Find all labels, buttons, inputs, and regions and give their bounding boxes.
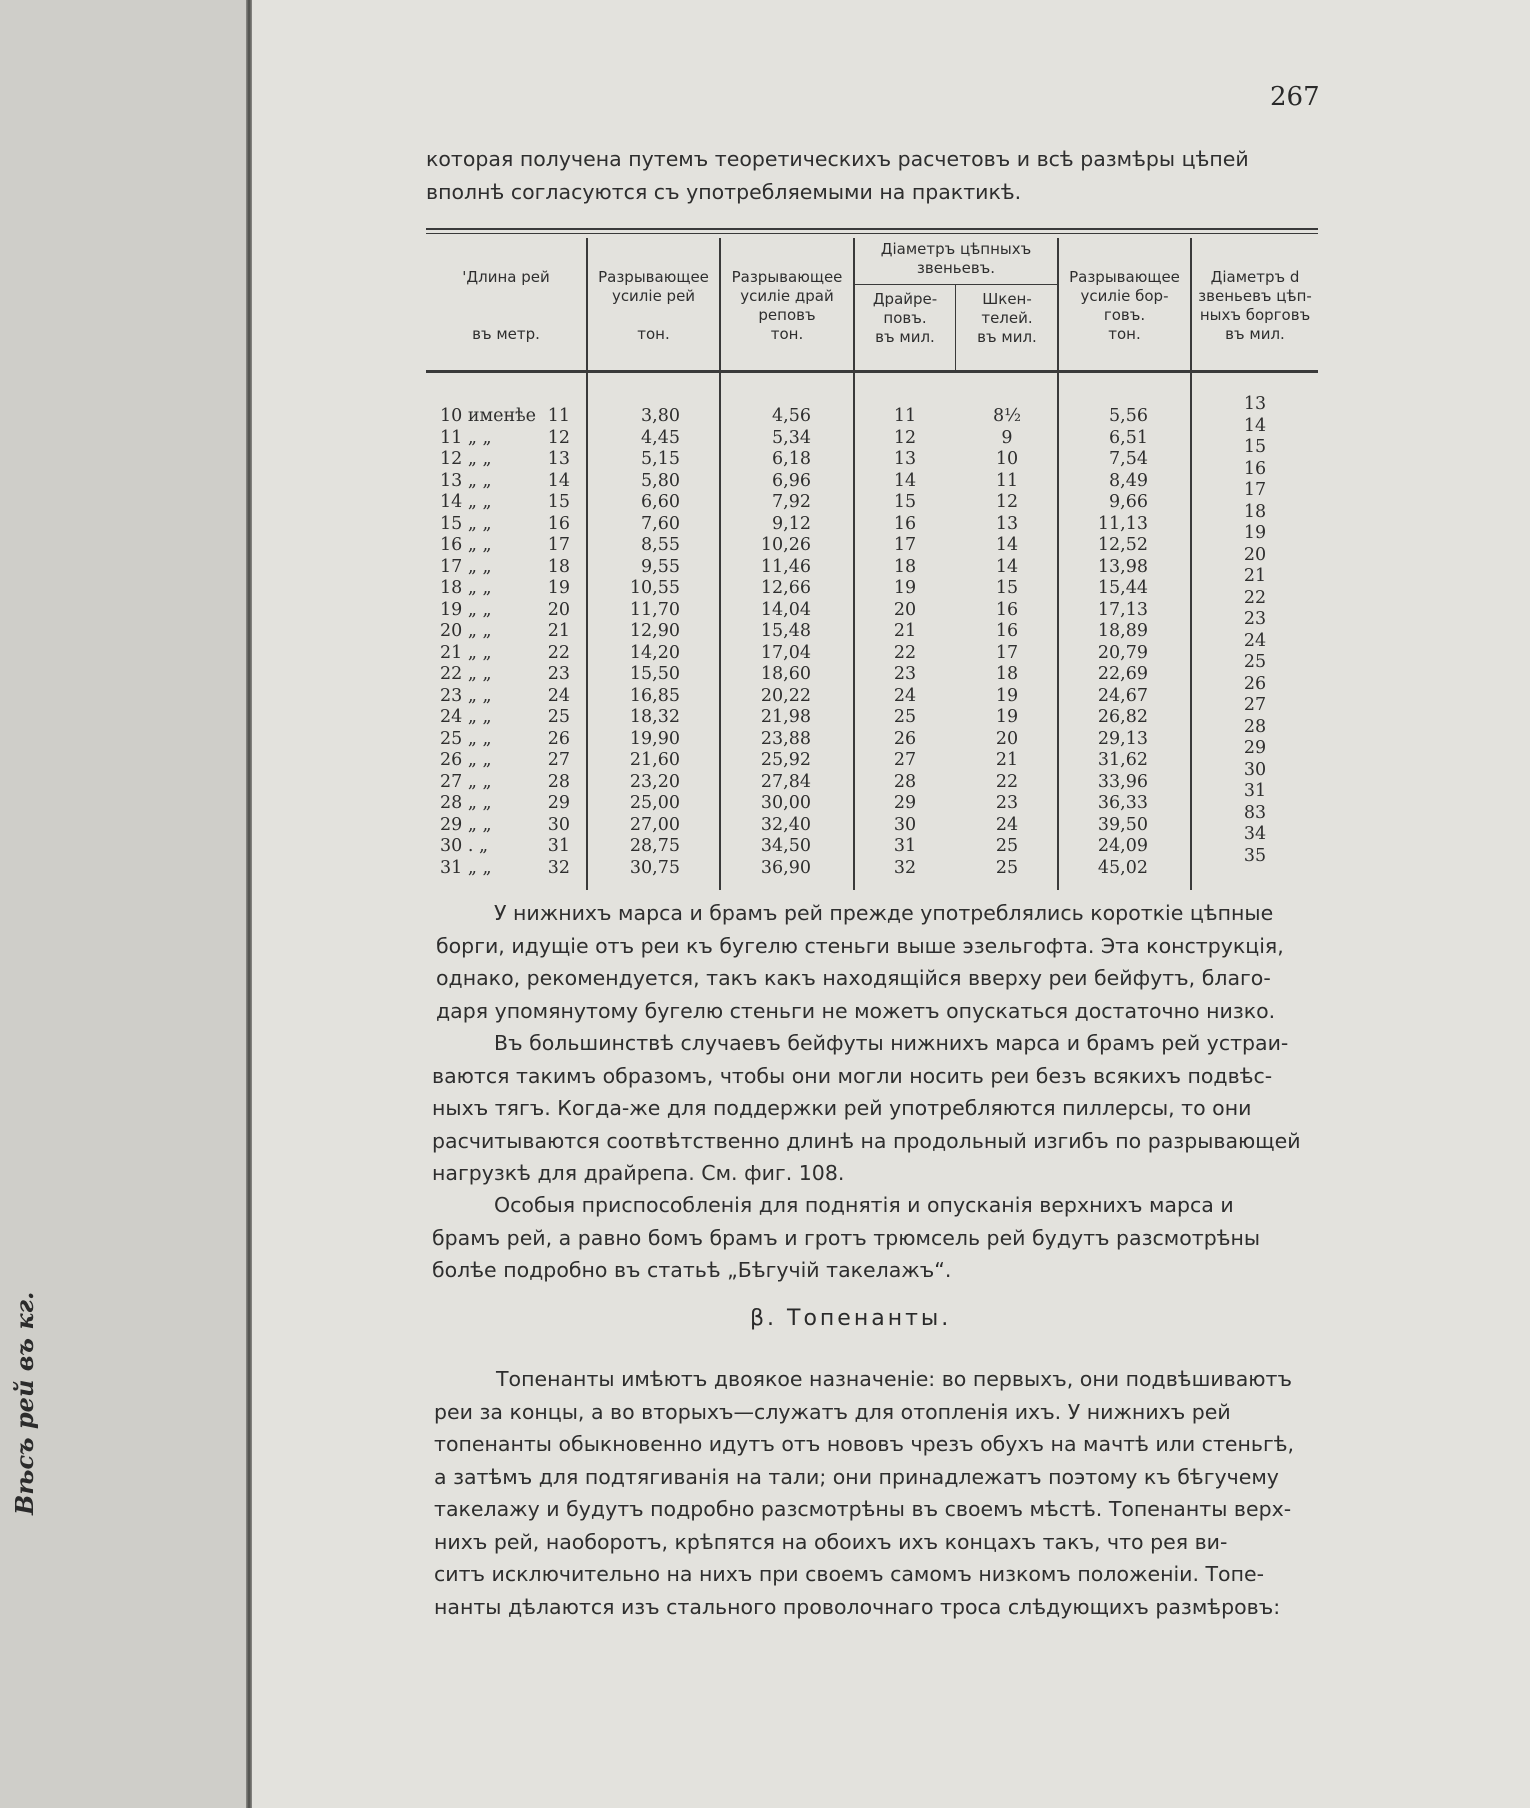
table-cell: 14,20 — [629, 642, 680, 663]
table-cell: 13 — [547, 449, 570, 469]
table-cell: 3,80 — [641, 406, 680, 426]
table-cell: 16,85 — [629, 685, 680, 706]
table-cell: 13 „ „ — [440, 470, 492, 491]
table-cell: 39,50 — [1097, 814, 1148, 835]
table-cell: 30 . „ — [440, 836, 489, 856]
header-break-drayrep: Разрывающее усиліе драй реповъ тон. — [731, 268, 843, 343]
table-cell: 13 — [995, 513, 1019, 534]
paragraph-2 — [432, 1027, 1318, 1190]
margin-note: Вѣсъ рей въ кг. — [10, 1291, 39, 1515]
text-line: расчитываются соотвѣтственно длинѣ на продольный изгибъ по разрывающей — [432, 1128, 1301, 1153]
table-cell: 12,66 — [760, 578, 811, 598]
table-cell: 14 — [1243, 415, 1267, 436]
table-cell: 27 — [547, 750, 570, 770]
table-cell: 28 — [893, 771, 917, 792]
text-line: ваются такимъ образомъ, чтобы они могли носить реи безъ всякихъ подвѣс- — [432, 1063, 1273, 1088]
table-cell: 26 — [1243, 673, 1267, 694]
table-top-rule-thin — [426, 233, 1318, 234]
table-cell: 9 — [1001, 427, 1013, 448]
col-break-drayrep — [726, 406, 811, 879]
table-cell: 15 — [995, 578, 1019, 598]
table-cell: 11,46 — [760, 556, 811, 577]
table-cell: 5,56 — [1109, 406, 1148, 426]
table-cell: 18,60 — [760, 664, 811, 684]
table-cell: 14,04 — [760, 599, 811, 620]
table-cell: 6,96 — [772, 470, 811, 491]
table-cell: 45,02 — [1097, 857, 1148, 878]
table-cell: 15 „ „ — [440, 513, 492, 534]
text-line: Особыя приспособленія для поднятія и опусканія верхнихъ марса и — [494, 1193, 1234, 1217]
text-line: ситъ исключительно на нихъ при своемъ самомъ низкомъ положеніи. Топе- — [434, 1562, 1264, 1586]
table-cell: 27,84 — [760, 771, 811, 792]
table-cell: 25,00 — [629, 793, 680, 813]
table-cell: 12 — [893, 427, 917, 448]
table-cell: 14 — [893, 470, 917, 491]
table-cell: 20 „ „ — [440, 621, 492, 641]
paragraph-3 — [432, 1189, 1318, 1287]
table-cell: 17 — [995, 642, 1019, 663]
table-cell: 32,40 — [760, 814, 811, 835]
table-cell: 21,60 — [629, 750, 680, 770]
table-cell: 14 — [547, 470, 570, 491]
table-cell: 23 — [893, 664, 917, 684]
table-cell: 24 — [1243, 630, 1267, 651]
table-cell: 29 „ „ — [440, 814, 492, 835]
col-divider — [955, 284, 956, 372]
table-cell: 30 — [893, 814, 917, 835]
table-cell: 9,12 — [772, 513, 811, 534]
table-cell: 17 — [1243, 480, 1267, 500]
table-cell: 14 — [995, 556, 1019, 577]
table-cell: 11 — [995, 470, 1019, 491]
table-cell: 30 — [1243, 759, 1267, 780]
table-header-rule — [426, 370, 1318, 373]
table-cell: 11 — [547, 406, 570, 426]
table-cell: 29 — [1243, 738, 1267, 758]
text-line: однако, рекомендуется, такъ какъ находящійся вверху реи бейфутъ, благо- — [436, 966, 1271, 990]
table-cell: 18 — [995, 664, 1019, 684]
text-line: такелажу и будутъ подробно разсмотрѣны въ своемъ мѣстѣ. Топенанты верх- — [434, 1497, 1292, 1521]
table-cell: 8½ — [992, 406, 1022, 426]
table-cell: 19 — [547, 578, 570, 598]
table-cell: 30,75 — [629, 857, 680, 878]
table-cell: 24 „ „ — [440, 707, 492, 727]
table-cell: 23 — [1243, 609, 1267, 629]
table-cell: 25 — [1243, 652, 1267, 672]
table-cell: 20 — [547, 599, 570, 620]
header-length: 'Длина рей въ метр. — [462, 268, 550, 343]
table-cell: 6,18 — [772, 449, 811, 469]
col-break-yard — [596, 406, 680, 879]
text-line: которая получена путемъ теоретическихъ расчетовъ и всѣ размѣры цѣпей — [426, 147, 1249, 171]
table-cell: 24,67 — [1097, 685, 1148, 706]
header-borg-diameter: Діаметръ d звеньевъ цѣп- ныхъ борговъ въ мил. — [1198, 268, 1312, 343]
col-borg-diameter — [1192, 394, 1318, 867]
table-cell: 5,34 — [772, 427, 811, 448]
table-cell: 20 — [893, 599, 917, 620]
table-cell: 24 — [893, 685, 917, 706]
table-cell: 31 „ „ — [440, 857, 492, 878]
table-cell: 19 — [893, 578, 917, 598]
table-cell: 21 „ „ — [440, 642, 492, 663]
table-cell: 12 — [547, 427, 570, 448]
table-cell: 21 — [893, 621, 917, 641]
data-table — [426, 228, 1318, 890]
table-cell: 25 — [547, 707, 570, 727]
table-cell: 28 „ „ — [440, 793, 492, 813]
table-cell: 28 — [547, 771, 570, 792]
table-cell: 9,66 — [1109, 492, 1148, 512]
table-cell: 25,92 — [760, 750, 811, 770]
table-cell: 18 — [893, 556, 917, 577]
table-cell: 24 — [547, 685, 570, 706]
table-cell: 4,45 — [641, 427, 680, 448]
col-shkentel-diameter — [957, 406, 1057, 879]
table-cell: 29,13 — [1097, 728, 1148, 749]
table-cell: 7,54 — [1109, 449, 1148, 469]
text-line: реи за концы, а во вторыхъ—служатъ для отопленія ихъ. У нижнихъ рей — [434, 1399, 1231, 1424]
table-cell: 9,55 — [641, 556, 680, 577]
table-cell: 17 — [547, 535, 570, 555]
table-cell: 27 — [1243, 695, 1267, 715]
table-cell: 15,50 — [629, 664, 680, 684]
table-cell: 19 — [995, 707, 1019, 727]
table-cell: 15 — [893, 492, 917, 512]
table-cell: 17 „ „ — [440, 556, 492, 577]
table-cell: 28,75 — [629, 836, 680, 856]
intro-paragraph — [426, 143, 1318, 208]
table-cell: 36,33 — [1097, 793, 1148, 813]
table-cell: 10,26 — [760, 535, 811, 555]
table-cell: 31,62 — [1097, 750, 1148, 770]
table-cell: 20,79 — [1097, 642, 1148, 663]
table-cell: 17,13 — [1097, 599, 1148, 620]
table-cell: 18 — [547, 556, 570, 577]
col-drayrep-diameter — [855, 406, 955, 879]
table-cell: 7,60 — [641, 513, 680, 534]
table-cell: 12,90 — [629, 621, 680, 641]
header-shkentel-diameter: Шкен- телей. въ мил. — [977, 290, 1037, 346]
text-line: У нижнихъ марса и брамъ рей прежде употреблялись короткіе цѣпные — [494, 901, 1274, 925]
table-cell: 15,48 — [760, 621, 811, 641]
table-cell: 35 — [1243, 845, 1267, 866]
table-cell: 17,04 — [760, 642, 811, 663]
table-cell: 31 — [1243, 781, 1267, 801]
table-cell: 26 — [893, 728, 917, 749]
text-line: ныхъ тягъ. Когда-же для поддержки рей употребляются пиллерсы, то они — [432, 1096, 1252, 1120]
table-cell: 26 — [547, 728, 570, 749]
table-cell: 19 — [1243, 523, 1267, 543]
text-line: нихъ рей, наоборотъ, крѣпятся на обоихъ ихъ концахъ такъ, что рея ви- — [434, 1529, 1228, 1554]
table-cell: 19,90 — [629, 728, 680, 749]
section-heading: β. Топенанты. — [750, 1306, 952, 1331]
text-line: Въ большинствѣ случаевъ бейфуты нижнихъ марса и брамъ рей устраи- — [494, 1031, 1289, 1055]
table-cell: 23,20 — [629, 771, 680, 792]
table-cell: 23 — [547, 664, 570, 684]
left-page-edge — [0, 0, 250, 1808]
text-line: борги, идущіе отъ реи къ бугелю стеньги выше эзельгофта. Эта конструкція, — [436, 933, 1284, 958]
table-cell: 24,09 — [1097, 836, 1148, 856]
table-cell: 18,32 — [629, 707, 680, 727]
table-cell: 16 „ „ — [440, 535, 492, 555]
table-cell: 16 — [547, 513, 570, 534]
table-cell: 21 — [547, 621, 570, 641]
table-cell: 11,70 — [629, 599, 680, 620]
table-cell: 8,55 — [641, 535, 680, 555]
table-cell: 22 — [893, 642, 917, 663]
table-cell: 25 — [893, 707, 917, 727]
header-chain-diameter: Діаметръ цѣпныхъ звеньевъ. — [880, 240, 1032, 277]
table-cell: 20 — [1243, 544, 1267, 565]
text-line: болѣе подробно въ статьѣ „Бѣгучій такелажъ“. — [432, 1258, 952, 1282]
table-cell: 30,00 — [760, 793, 811, 813]
table-cell: 27 — [893, 750, 917, 770]
paragraph-1 — [436, 897, 1318, 1027]
table-cell: 31 — [893, 836, 917, 856]
table-cell: 19 „ „ — [440, 599, 492, 620]
text-line: Топенанты имѣютъ двоякое назначеніе: во первыхъ, они подвѣшиваютъ — [496, 1367, 1292, 1391]
table-cell: 26,82 — [1097, 707, 1148, 727]
table-cell: 13,98 — [1097, 556, 1148, 577]
table-cell: 23 — [995, 793, 1019, 813]
col-length-to — [530, 406, 570, 879]
table-cell: 16 — [893, 513, 917, 534]
table-cell: 6,60 — [641, 492, 680, 512]
table-cell: 27 „ „ — [440, 771, 492, 792]
table-cell: 16 — [995, 599, 1019, 620]
text-line: а затѣмъ для подтягиванія на тали; они принадлежатъ поэтому къ бѣгучему — [434, 1464, 1279, 1489]
table-cell: 18,89 — [1097, 621, 1148, 641]
table-cell: 14 „ „ — [440, 492, 492, 512]
table-cell: 33,96 — [1097, 771, 1148, 792]
table-cell: 13 — [893, 449, 917, 469]
header-break-yard: Разрывающее усиліе рей тон. — [598, 268, 709, 343]
table-cell: 29 — [547, 793, 570, 813]
header-drayrep-diameter: Драйре- повъ. въ мил. — [872, 290, 938, 346]
text-line: брамъ рей, а равно бомъ брамъ и гротъ трюмсель рей будутъ разсмотрѣны — [432, 1225, 1261, 1250]
table-cell: 17 — [893, 535, 917, 555]
table-cell: 11 — [893, 406, 917, 426]
table-cell: 21 — [1243, 566, 1267, 586]
table-cell: 13 — [1243, 394, 1267, 414]
table-cell: 32 — [547, 857, 570, 878]
table-cell: 7,92 — [772, 492, 811, 512]
table-cell: 32 — [893, 857, 917, 878]
table-cell: 19 — [995, 685, 1019, 706]
page-number: 267 — [1270, 82, 1320, 112]
table-cell: 10 — [995, 449, 1019, 469]
table-cell: 6,51 — [1109, 427, 1148, 448]
table-cell: 12 „ „ — [440, 449, 492, 469]
text-line: даря упомянутому бугелю стеньги не можетъ опускаться достаточно низко. — [436, 998, 1276, 1023]
table-cell: 83 — [1243, 802, 1267, 823]
table-cell: 18 „ „ — [440, 578, 492, 598]
table-cell: 27,00 — [629, 814, 680, 835]
table-cell: 34 — [1243, 824, 1267, 844]
table-cell: 14 — [995, 535, 1019, 555]
table-cell: 16 — [1243, 458, 1267, 479]
table-cell: 5,80 — [641, 470, 680, 491]
table-cell: 22 — [995, 771, 1019, 792]
table-cell: 22,69 — [1097, 664, 1148, 684]
table-cell: 23,88 — [760, 728, 811, 749]
text-line: нанты дѣлаются изъ стального проволочнаго троса слѣдующихъ размѣровъ: — [434, 1594, 1281, 1619]
table-cell: 21 — [995, 750, 1019, 770]
table-cell: 25 „ „ — [440, 728, 492, 749]
table-cell: 25 — [995, 836, 1019, 856]
table-cell: 23 „ „ — [440, 685, 492, 706]
table-cell: 18 — [1243, 501, 1267, 522]
table-cell: 22 — [547, 642, 570, 663]
table-top-rule — [426, 228, 1318, 230]
table-cell: 22 — [1243, 587, 1267, 608]
table-cell: 20,22 — [760, 685, 811, 706]
table-cell: 31 — [547, 836, 570, 856]
table-cell: 21,98 — [760, 707, 811, 727]
table-cell: 36,90 — [760, 857, 811, 878]
table-cell: 16 — [995, 621, 1019, 641]
table-cell: 29 — [893, 793, 917, 813]
header-break-borg: Разрывающее усиліе бор- говъ. тон. — [1069, 268, 1180, 343]
table-cell: 20 — [995, 728, 1019, 749]
table-cell: 15 — [547, 492, 570, 512]
table-cell: 15,44 — [1097, 578, 1148, 598]
table-cell: 10 именѣе — [440, 406, 537, 426]
table-cell: 11,13 — [1097, 513, 1148, 534]
table-cell: 25 — [995, 857, 1019, 878]
table-cell: 28 — [1243, 716, 1267, 737]
text-line: вполнѣ согласуются съ употребляемыми на практикѣ. — [426, 179, 1022, 204]
table-cell: 15 — [1243, 437, 1267, 457]
table-cell: 5,15 — [641, 449, 680, 469]
table-cell: 34,50 — [760, 836, 811, 856]
table-cell: 12,52 — [1097, 535, 1148, 555]
table-cell: 11 „ „ — [440, 427, 492, 448]
table-cell: 10,55 — [629, 578, 680, 598]
table-cell: 4,56 — [772, 406, 811, 426]
table-cell: 22 „ „ — [440, 664, 492, 684]
table-cell: 24 — [995, 814, 1019, 835]
table-cell: 30 — [547, 814, 570, 835]
text-line: топенанты обыкновенно идутъ отъ нововъ чрезъ обухъ на мачтѣ или стеньгѣ, — [434, 1432, 1295, 1456]
col-break-borg — [1066, 406, 1148, 879]
table-cell: 12 — [995, 492, 1019, 512]
paragraph-4 — [434, 1363, 1318, 1623]
col-length-from — [440, 406, 537, 879]
text-line: нагрузкѣ для драйрепа. См. фиг. 108. — [432, 1161, 845, 1185]
table-cell: 8,49 — [1109, 470, 1148, 491]
table-cell: 26 „ „ — [440, 750, 492, 770]
